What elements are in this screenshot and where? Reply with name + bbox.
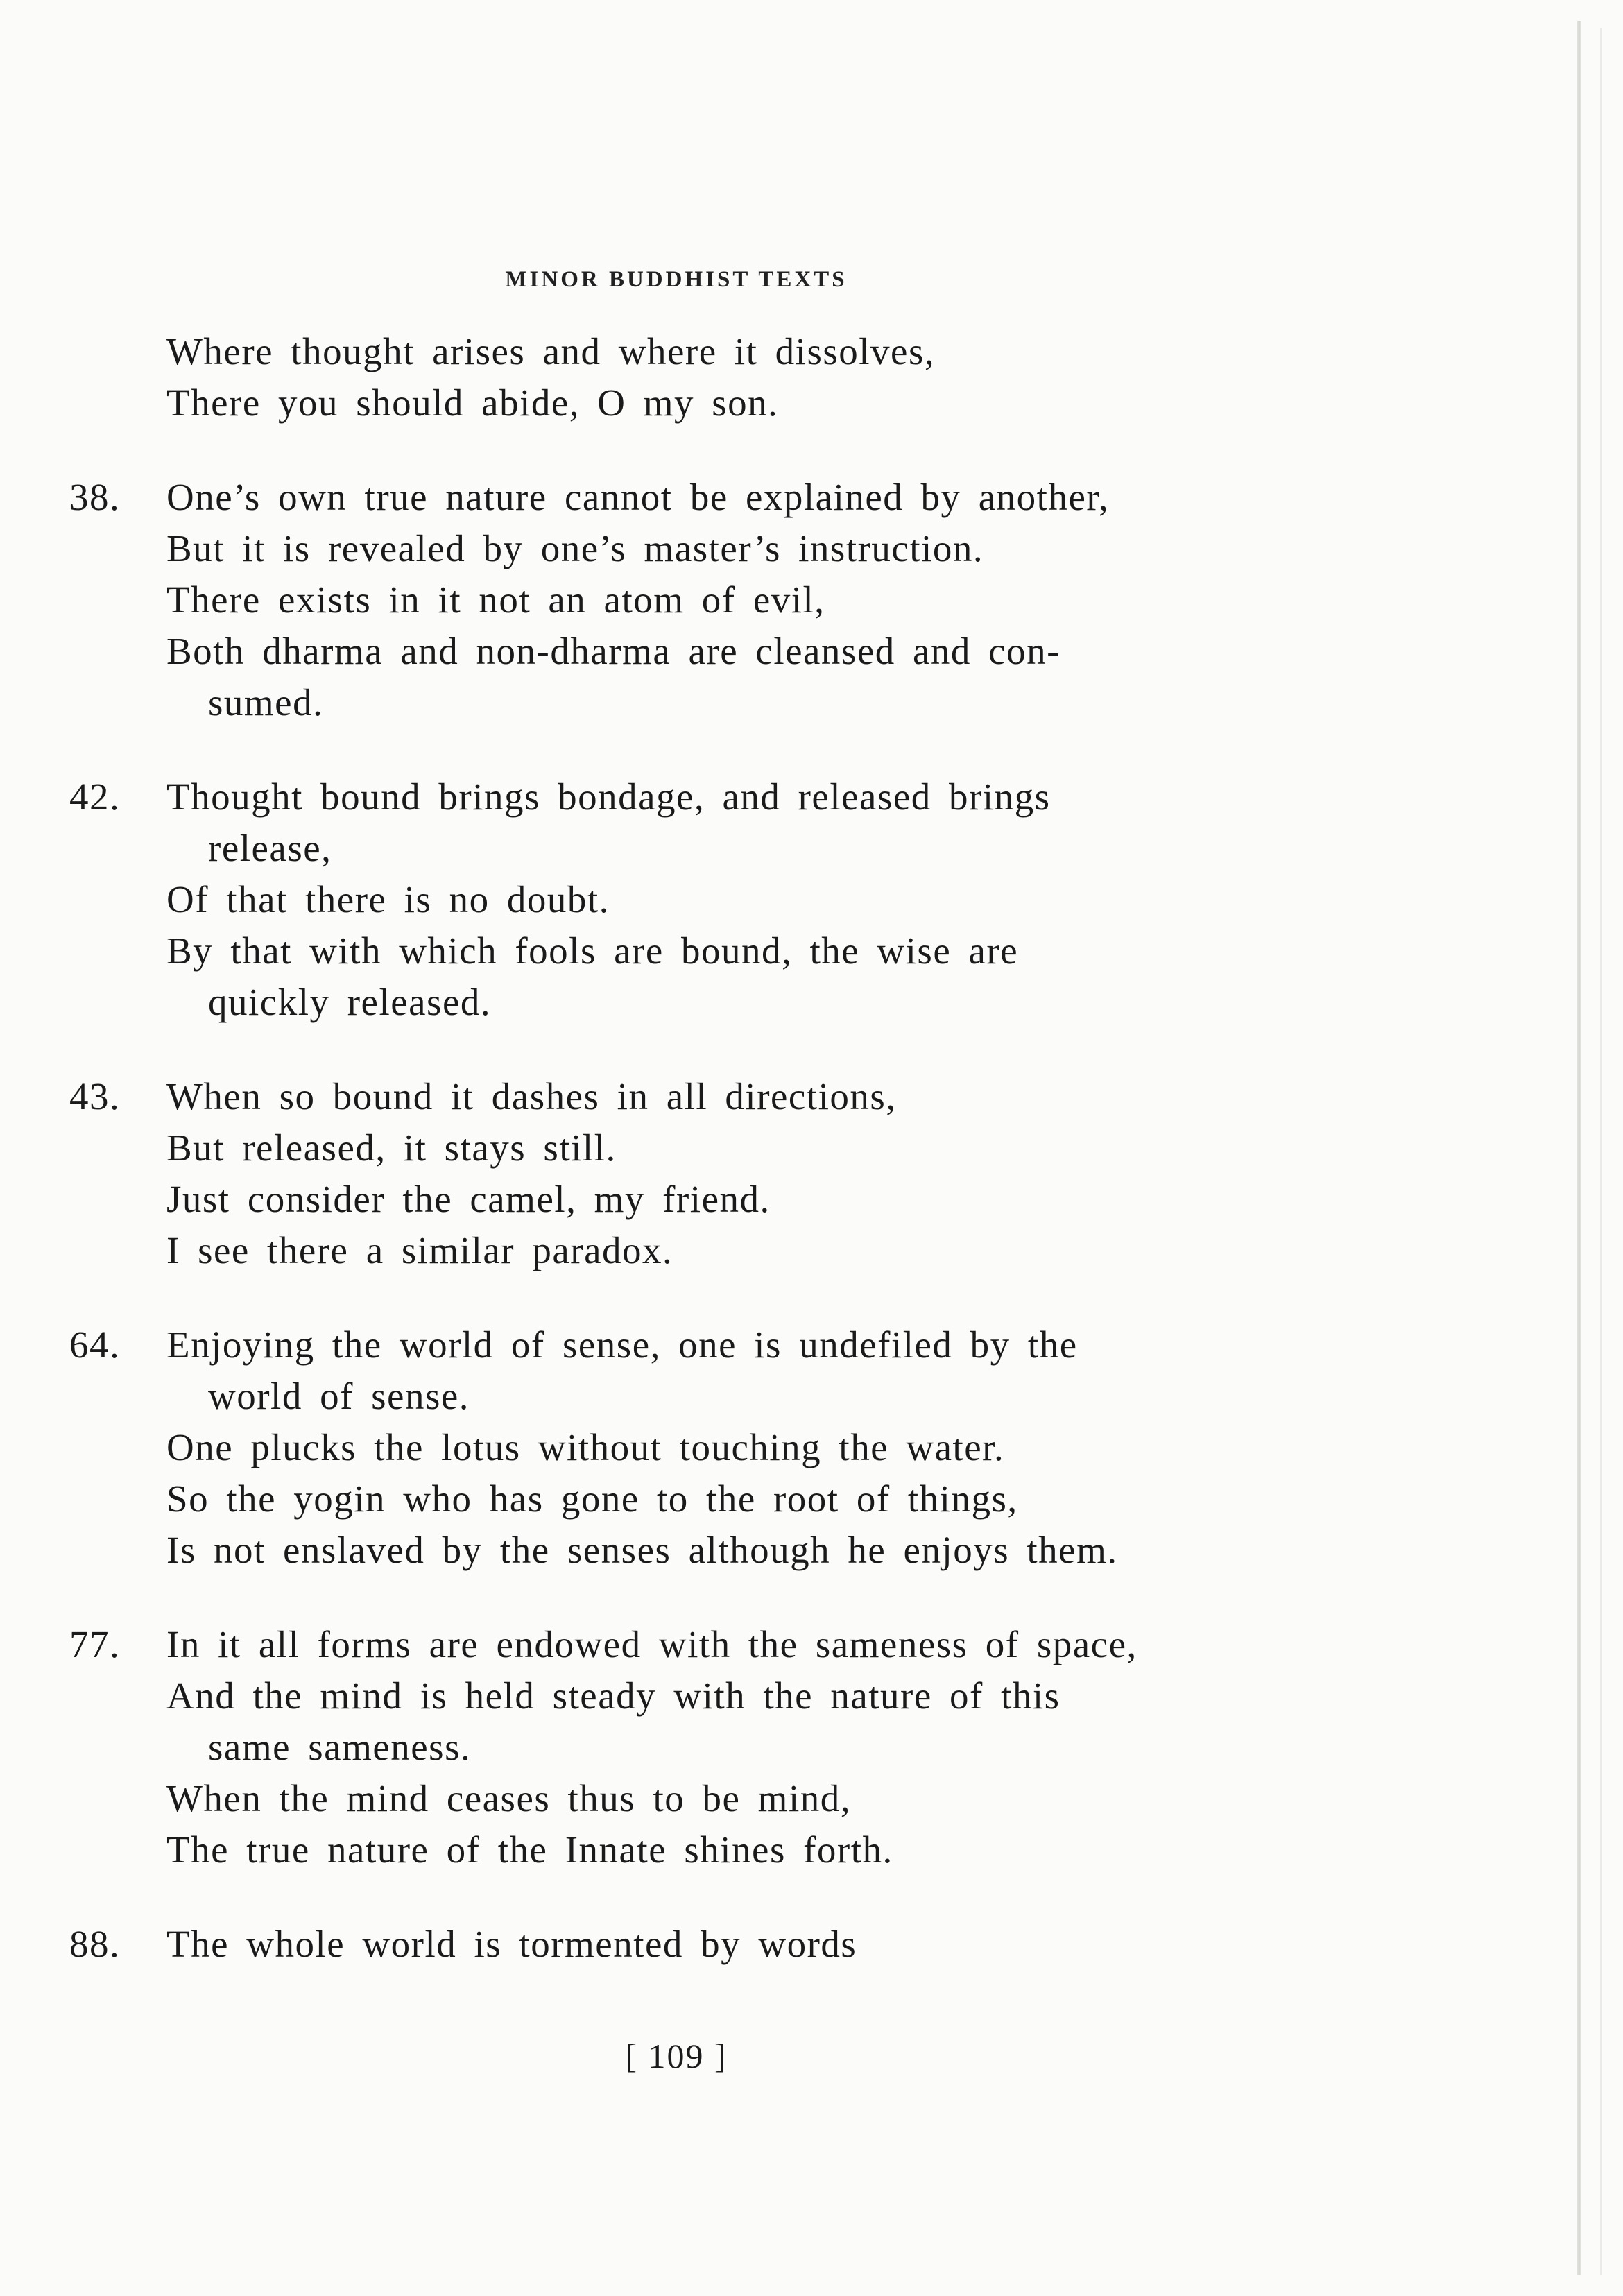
verse-body (69, 326, 1290, 2013)
verse-line: Just consider the camel, my friend. (166, 1178, 771, 1220)
verse-line: I see there a similar paradox. (166, 1229, 673, 1271)
stanza-88 (69, 1919, 1290, 1970)
stanza-number: 77. (69, 1623, 121, 1665)
verse-line-turnover: same sameness. (208, 1726, 472, 1768)
verse-line: The true nature of the Innate shines forth. (166, 1828, 893, 1871)
stanza-number: 42. (69, 776, 121, 818)
verse-line: Thought bound brings bondage, and released brings (166, 776, 1051, 818)
page-number: [ 109 ] (625, 2037, 728, 2075)
verse-line: So the yogin who has gone to the root of things, (166, 1477, 1018, 1520)
scan-edge-shadow (1600, 28, 1602, 2275)
stanza-number: 43. (69, 1075, 121, 1117)
verse-line: Where thought arises and where it dissolves, (166, 330, 936, 372)
verse-line: But released, it stays still. (166, 1126, 617, 1169)
stanza-number: 64. (69, 1323, 121, 1366)
verse-line-turnover: quickly released. (208, 981, 492, 1023)
verse-line: When the mind ceases thus to be mind, (166, 1777, 851, 1819)
verse-line: One plucks the lotus without touching the water. (166, 1426, 1005, 1468)
stanza-number: 88. (69, 1923, 121, 1965)
verse-line-turnover: release, (208, 827, 332, 869)
verse-line: There exists in it not an atom of evil, (166, 579, 825, 621)
verse-line: And the mind is held steady with the nature of this (166, 1674, 1060, 1717)
verse-line: But it is revealed by one’s master’s instruction. (166, 527, 984, 569)
scan-edge-shadow (1577, 21, 1581, 2275)
verse-line-turnover: sumed. (208, 681, 324, 723)
verse-line-turnover: world of sense. (208, 1375, 470, 1417)
running-head: MINOR BUDDHIST TEXTS (505, 267, 848, 292)
verse-line: Is not enslaved by the senses although he enjoys them. (166, 1529, 1118, 1571)
stanza-number: 38. (69, 476, 121, 518)
stanza-43 (69, 1071, 1290, 1276)
verse-line: In it all forms are endowed with the sameness of space, (166, 1623, 1137, 1665)
stanza-42 (69, 771, 1290, 1028)
stanza-77 (69, 1619, 1290, 1876)
verse-line: One’s own true nature cannot be explained by another, (166, 476, 1110, 518)
verse-line: Enjoying the world of sense, one is undefiled by the (166, 1323, 1078, 1366)
verse-line: There you should abide, O my son. (166, 382, 779, 424)
stanza-38 (69, 472, 1290, 728)
stanza-continuation (69, 326, 1290, 429)
verse-line: Both dharma and non-dharma are cleansed and con- (166, 630, 1060, 672)
verse-line: When so bound it dashes in all directions, (166, 1075, 897, 1117)
verse-line: Of that there is no doubt. (166, 878, 610, 920)
verse-line: By that with which fools are bound, the wise are (166, 929, 1019, 972)
stanza-64 (69, 1319, 1290, 1576)
verse-line: The whole world is tormented by words (166, 1923, 857, 1965)
